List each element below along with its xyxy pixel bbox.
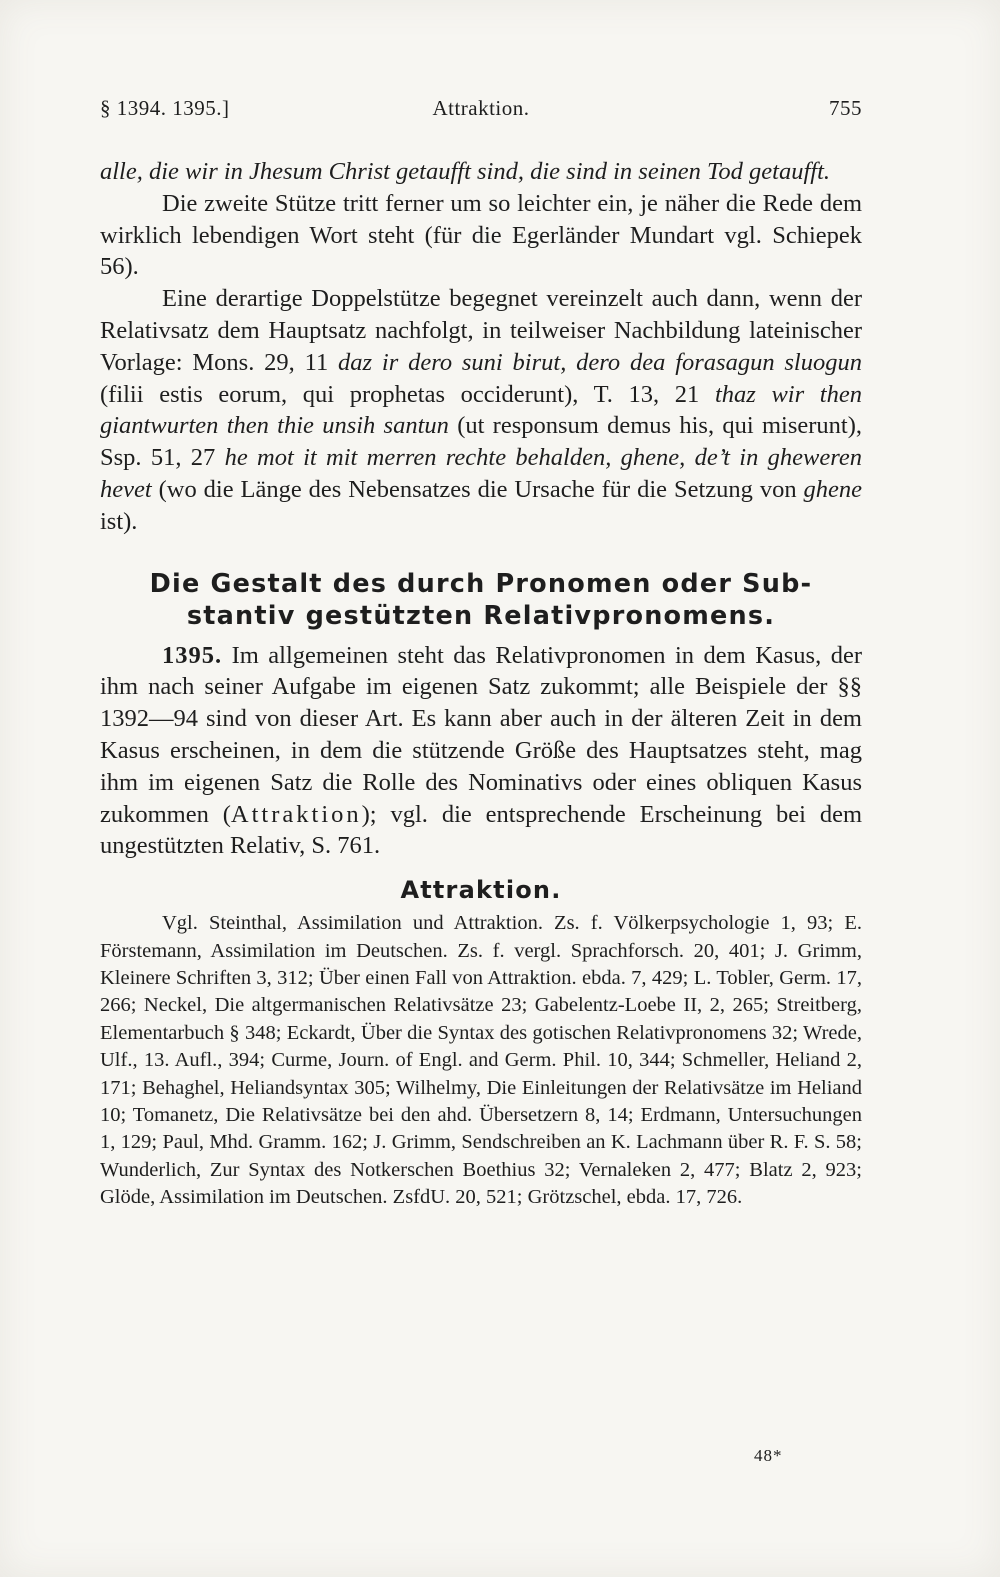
italic-quote: alle, die wir in Jhesum Christ getaufft sind, die sind in seinen Tod getaufft. xyxy=(100,158,830,185)
section-heading-attraktion: Attraktion. xyxy=(400,876,562,905)
running-title: Attraktion. xyxy=(432,96,530,120)
spaced-term: Attraktion xyxy=(230,800,362,828)
paragraph-number: 1395. xyxy=(162,641,223,669)
section-heading-gestalt: Die Gestalt des durch Pronomen oder Sub- stantiv gestützten Relativpronomens. xyxy=(149,568,813,631)
italic-example: ghene xyxy=(803,475,862,503)
paragraph-double-support: Eine derartige Doppelstütze begegnet vereinzelt auch dann, wenn der Relativsatz dem Hauptsatz nachfolgt, in teilweiser Nachbildung lateinischer Vorlage: Mons. 29, 11 daz ir dero suni birut, dero dea forasagun sluogun (filii estis eorum, qui prophetas occiderunt), T. 13, 21 thaz wir then giantwurten then thie unsih santun (ut responsum demus his, qui miserunt), Ssp. 51, 27 he mot it mit merren rechte behalden, ghene, de’t in gheweren hevet (wo die Länge des Nebensatzes die Ursache für die Setzung von ghene ist). xyxy=(100,285,862,535)
italic-example: he mot it mit merren rechte behalden, ghene, de’t in gheweren hevet xyxy=(100,444,862,503)
page-number: 755 xyxy=(829,96,862,120)
paragraph-quote-continuation xyxy=(100,156,862,188)
section-reference: § 1394. 1395.] xyxy=(100,96,230,120)
paragraph-second-support: Die zweite Stütze tritt ferner um so leichter ein, je näher die Rede dem wirklich lebendigen Wort steht (für die Egerländer Mundart vgl. Schiepek 56). xyxy=(100,189,862,281)
paragraph-1395: 1395. Im allgemeinen steht das Relativpronomen in dem Kasus, der ihm nach seiner Aufgabe im eigenen Satz zukommt; alle Beispiele der §§ 1392—94 sind von dieser Art. Es kann aber auch in der älteren Zeit in dem Kasus erscheinen, in dem die stützende Größe des Hauptsatzes steht, mag ihm im eigenen Satz die Rolle des Nominativs oder eines obliquen Kasus zukommen (Attraktion); vgl. die entsprechende Erscheinung bei dem ungestützten Relativ, S. 761. xyxy=(100,641,862,860)
italic-example: daz ir dero suni birut, dero dea forasagun sluogun xyxy=(338,348,862,376)
running-header xyxy=(100,96,862,132)
signature-mark: 48* xyxy=(754,1446,783,1465)
bibliography: Vgl. Steinthal, Assimilation und Attraktion. Zs. f. Völkerpsychologie 1, 93; E. Förstemann, Assimilation im Deutschen. Zs. f. vergl. Sprachforsch. 20, 401; J. Grimm, Kleinere Schriften 3, 312; Über einen Fall von Attraktion. ebda. 7, 429; L. Tobler, Germ. 17, 266; Neckel, Die altgermanischen Relativsätze 23; Gabelentz-Loebe II, 2, 265; Streitberg, Elementarbuch § 348; Eckardt, Über die Syntax des gotischen Relativpronomens 32; Wrede, Ulf., 13. Aufl., 394; Curme, Journ. of Engl. and Germ. Phil. 10, 344; Schmeller, Heliand 2, 171; Behaghel, Heliandsyntax 305; Wilhelmy, Die Einleitungen der Relativsätze im Heliand 10; Tomanetz, Die Relativsätze bei den ahd. Übersetzern 8, 14; Erdmann, Untersuchungen 1, 129; Paul, Mhd. Gramm. 162; J. Grimm, Sendschreiben an K. Lachmann über R. F. S. 58; Wunderlich, Zur Syntax des Notkerschen Boethius 32; Vernaleken 2, 477; Blatz 2, 923; Glöde, Assimilation im Deutschen. ZsfdU. 20, 521; Grötzschel, ebda. 17, 726. xyxy=(100,912,862,1209)
italic-example: thaz wir then giantwurten then thie unsih santun xyxy=(100,380,862,440)
page-body xyxy=(100,156,862,1212)
